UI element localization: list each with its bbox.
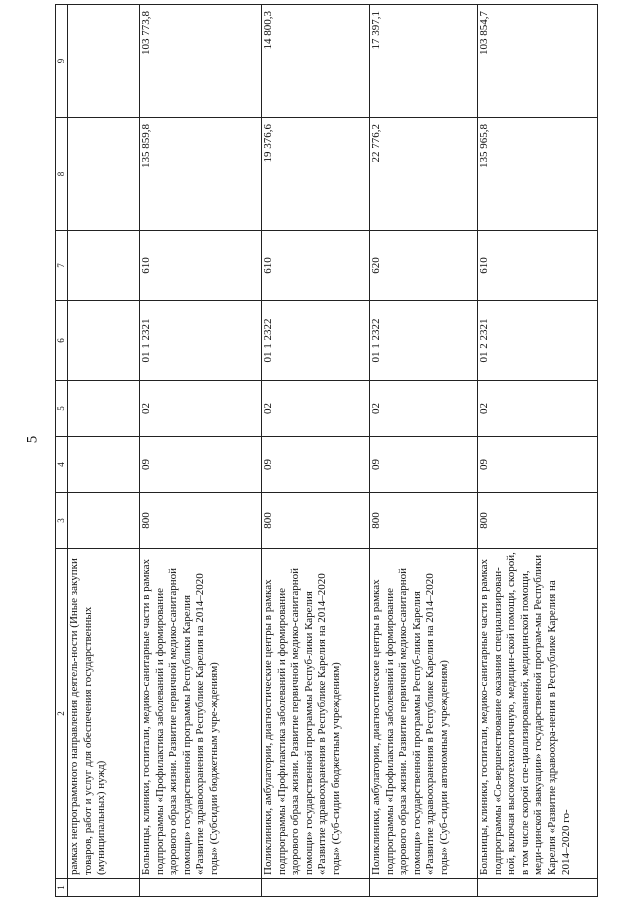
subsection-cell: 02 <box>478 381 598 437</box>
table-row <box>262 5 370 897</box>
column-header: 5 <box>56 381 68 437</box>
amount-1-cell <box>68 118 140 231</box>
row-number-cell <box>370 879 478 897</box>
section-cell: 09 <box>140 437 262 493</box>
admin-code-cell: 800 <box>370 493 478 549</box>
amount-2-cell: 17 397,1 <box>370 5 478 118</box>
column-header: 2 <box>56 549 68 879</box>
page-number: 5 <box>24 435 41 444</box>
subsection-cell <box>68 381 140 437</box>
admin-code-cell: 800 <box>262 493 370 549</box>
table-row <box>68 5 140 897</box>
amount-1-cell: 19 376,6 <box>262 118 370 231</box>
section-cell <box>68 437 140 493</box>
column-header: 6 <box>56 301 68 381</box>
expense-type-cell: 610 <box>262 231 370 301</box>
target-article-cell: 01 1 2321 <box>140 301 262 381</box>
subsection-cell: 02 <box>370 381 478 437</box>
section-cell: 09 <box>262 437 370 493</box>
target-article-cell: 01 1 2322 <box>262 301 370 381</box>
amount-2-cell: 103 854,7 <box>478 5 598 118</box>
row-name-cell: Больницы, клиники, госпитали, медико-санитарные части в рамках подпрограммы «Со-вершенствование оказания специализирован-ной, включая высокотехнологичную, медицин-ской помощи, скорой, в том числе скорой спе-циализированной, медицинской помощи, меди-цинской эвакуации» государственной програм-мы Республики Карелия «Развитие здравоохра-нения в Республике Карелия на 2014–2020 го- <box>478 549 598 879</box>
row-name-cell: Поликлиники, амбулатории, диагностические центры в рамках подпрограммы «Профилактика заболеваний и формирование здорового образа жизни. Развитие первичной медико-санитарной помощи» государственной программы Респуб-лики Карелия «Развитие здравоохранения в Республике Карелия на 2014–2020 годы» (Суб-сидии автономным учреждениям) <box>370 549 478 879</box>
admin-code-cell: 800 <box>140 493 262 549</box>
rotated-table-wrapper <box>55 5 635 897</box>
expense-type-cell <box>68 231 140 301</box>
expense-type-cell: 610 <box>140 231 262 301</box>
row-number-cell <box>68 879 140 897</box>
table-row <box>140 5 262 897</box>
expense-type-cell: 620 <box>370 231 478 301</box>
column-header: 4 <box>56 437 68 493</box>
row-name-cell: Больницы, клиники, госпитали, медико-санитарные части в рамках подпрограммы «Профилактика заболеваний и формирование здорового образа жизни. Развитие первичной медико-санитарной помощи» государственной программы Республики Карелия «Развитие здравоохранения в Республике Карелия на 2014–2020 годы» (Субсидии бюджетным учре-ждениям) <box>140 549 262 879</box>
row-number-cell <box>262 879 370 897</box>
amount-1-cell: 22 776,2 <box>370 118 478 231</box>
admin-code-cell: 800 <box>478 493 598 549</box>
subsection-cell: 02 <box>140 381 262 437</box>
target-article-cell: 01 1 2322 <box>370 301 478 381</box>
row-name-cell: рамках непрограммного направления деятель-ности (Иные закупки товаров, работ и услуг для обеспечения государственных (муниципальных) нужд) <box>68 549 140 879</box>
row-name-cell: Поликлиники, амбулатории, диагностические центры в рамках подпрограммы «Профилактика заболеваний и формирование здорового образа жизни. Развитие первичной медико-санитарной помощи» государственной программы Респуб-лики Карелия «Развитие здравоохранения в Республике Карелия на 2014–2020 годы» (Суб-сидии бюджетным учреждениям) <box>262 549 370 879</box>
admin-code-cell <box>68 493 140 549</box>
column-header: 9 <box>56 5 68 118</box>
amount-1-cell: 135 859,8 <box>140 118 262 231</box>
amount-2-cell <box>68 5 140 118</box>
section-cell: 09 <box>478 437 598 493</box>
column-number-row <box>56 5 68 897</box>
table-row <box>370 5 478 897</box>
amount-2-cell: 14 800,3 <box>262 5 370 118</box>
column-header: 8 <box>56 118 68 231</box>
expense-type-cell: 610 <box>478 231 598 301</box>
budget-table <box>55 4 598 897</box>
column-header: 7 <box>56 231 68 301</box>
row-number-cell <box>478 879 598 897</box>
section-cell: 09 <box>370 437 478 493</box>
column-header: 1 <box>56 879 68 897</box>
amount-2-cell: 103 773,8 <box>140 5 262 118</box>
subsection-cell: 02 <box>262 381 370 437</box>
row-number-cell <box>140 879 262 897</box>
target-article-cell: 01 2 2321 <box>478 301 598 381</box>
column-header: 3 <box>56 493 68 549</box>
amount-1-cell: 135 965,8 <box>478 118 598 231</box>
table-row <box>478 5 598 897</box>
target-article-cell <box>68 301 140 381</box>
